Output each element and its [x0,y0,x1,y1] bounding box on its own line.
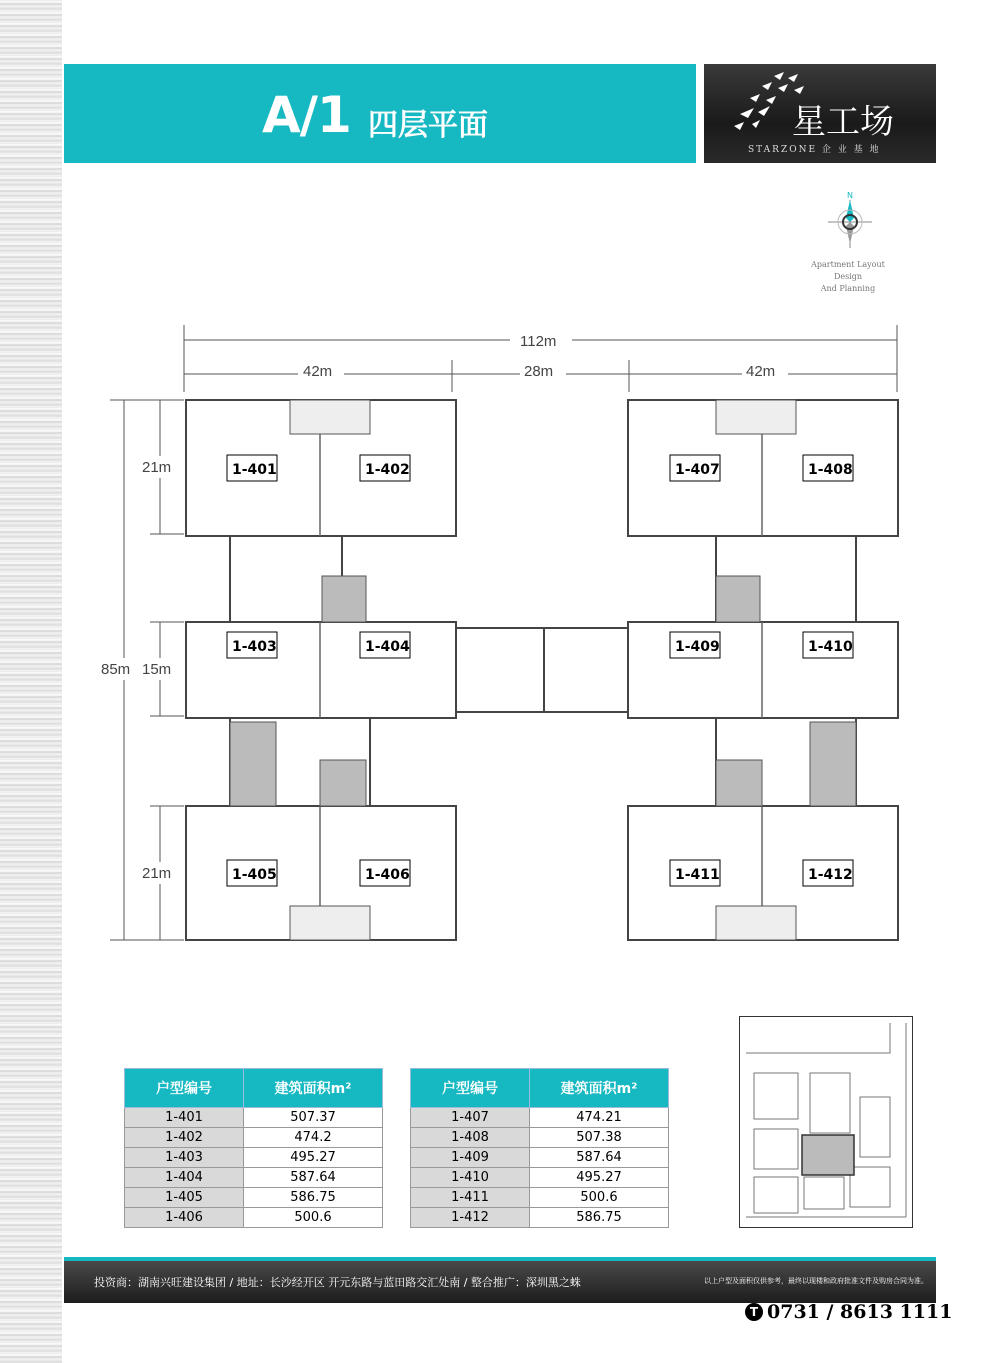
dim-mid-width: 28m [524,363,554,380]
phone-number-text: 0731 / 8613 1111 [767,1301,953,1323]
footer-info: 投资商：湖南兴旺建设集团 / 地址：长沙经开区 开元东路与蓝田路交汇处南 / 整合推广：深圳黑之蛛 [94,1276,581,1289]
phone-number [745,1301,952,1323]
unit-label: 1-411 [675,867,720,883]
compass-icon [820,188,880,258]
site-plan-drawing [740,1017,912,1227]
table-row: 1-405 586.75 [125,1188,383,1208]
dim-mid-height: 15m [142,661,172,678]
dim-total-width: 112m [520,333,557,350]
floor-plan [100,310,900,950]
dim-left-width: 42m [303,363,333,380]
page-subtitle: 四层平面 [368,108,488,143]
logo-name: 星工场 [792,102,894,142]
table-row: 1-407 474.21 [411,1108,669,1128]
table-row: 1-403 495.27 [125,1148,383,1168]
area-table-right [410,1068,669,1228]
table-row: 1-404 587.64 [125,1168,383,1188]
unit-label: 1-401 [232,462,277,478]
table-header-unit: 户型编号 [411,1069,530,1108]
unit-label: 1-403 [232,639,277,655]
table-header-area: 建筑面积m² [244,1069,383,1108]
table-row: 1-402 474.2 [125,1128,383,1148]
table-row: 1-401 507.37 [125,1108,383,1128]
unit-label: 1-410 [808,639,853,655]
dim-right-width: 42m [746,363,776,380]
table-row: 1-406 500.6 [125,1208,383,1228]
unit-label: 1-404 [365,639,410,655]
unit-label: 1-412 [808,867,853,883]
unit-label: 1-407 [675,462,720,478]
decorative-strip [0,0,62,1363]
unit-label: 1-405 [232,867,277,883]
table-row: 1-409 587.64 [411,1148,669,1168]
site-plan-map [739,1016,913,1228]
unit-labels [227,455,853,886]
area-table-left [124,1068,383,1228]
unit-label: 1-408 [808,462,853,478]
building-outline [186,400,898,940]
unit-label: 1-409 [675,639,720,655]
phone-icon: T [745,1303,763,1321]
dim-top-height: 21m [142,459,172,476]
table-row: 1-408 507.38 [411,1128,669,1148]
table-header-unit: 户型编号 [125,1069,244,1108]
compass-north-label: N [847,191,853,200]
unit-label: 1-402 [365,462,410,478]
dim-total-height: 85m [101,661,131,678]
brand-logo [704,64,936,163]
table-row: 1-411 500.6 [411,1188,669,1208]
logo-subtitle: STARZONE 企 业 基 地 [748,145,881,155]
page-title: A/1 [262,86,351,144]
footer-bar [64,1257,936,1303]
dim-bottom-height: 21m [142,865,172,882]
compass-caption: Apartment Layout Design And Planning [811,260,885,293]
table-row: 1-412 586.75 [411,1208,669,1228]
footer-disclaimer: 以上户型及面积仅供参考，最终以现楼和政府批准文件及购房合同为准。 [704,1277,928,1285]
table-header-area: 建筑面积m² [530,1069,669,1108]
unit-label: 1-406 [365,867,410,883]
table-row: 1-410 495.27 [411,1168,669,1188]
